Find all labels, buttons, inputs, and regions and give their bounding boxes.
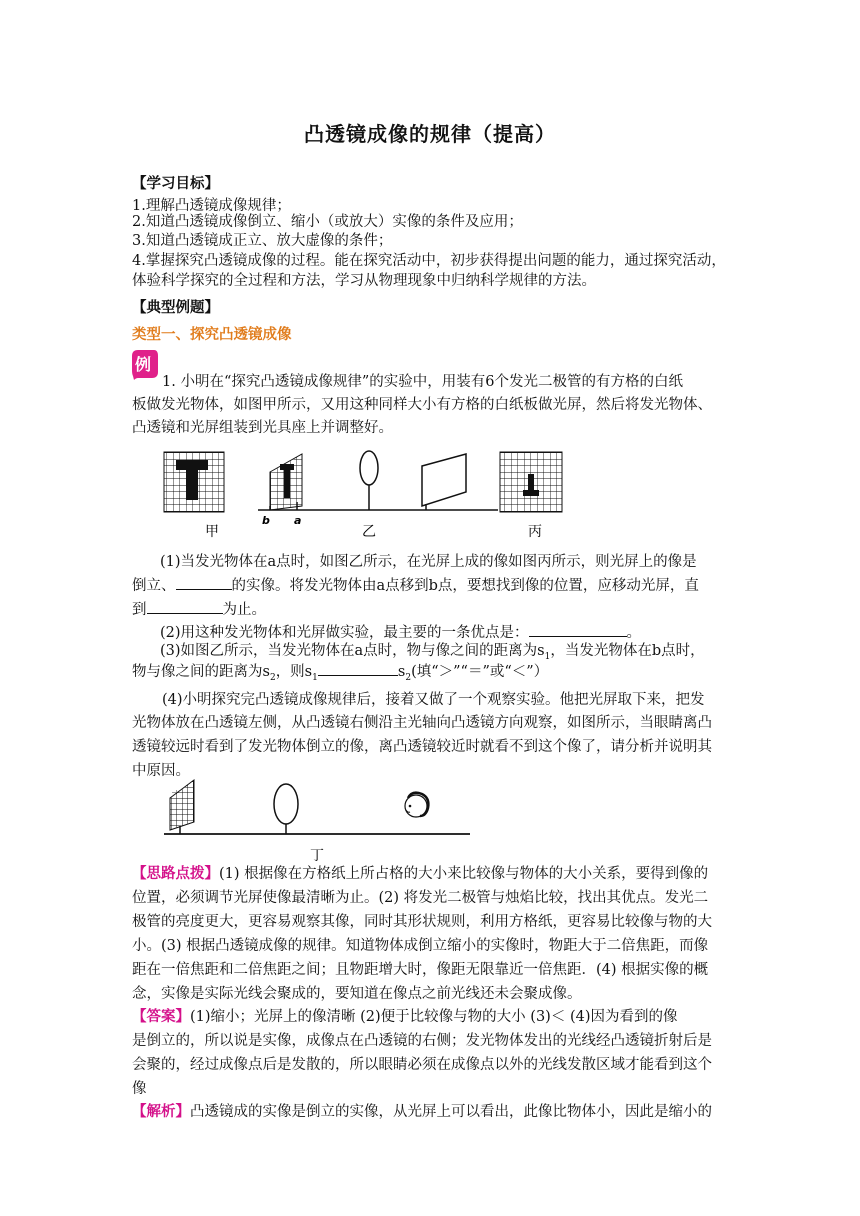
answer-line: 【答案】(1)缩小；光屏上的像清晰 (2)便于比较像与物的大小 (3)＜ (4)因为看到的像 [132, 1008, 678, 1025]
sub-question-1-end: 到 为止。 [132, 598, 266, 622]
answer-tag: 【答案】 [132, 1008, 190, 1025]
question-text: 1. 小明在“探究凸透镜成像规律”的实验中，用装有6个发光二极管的有方格的白纸 [162, 374, 683, 390]
hint-line: 距在一倍焦距和二倍焦距之间；且物距增大时，像距无限靠近一倍焦距．(4) 根据实像的概 [132, 962, 709, 978]
page-title: 凸透镜成像的规律（提高） [304, 122, 556, 146]
example-icon-label: 例 [135, 355, 152, 374]
fig-label-jia: 甲 [205, 524, 219, 540]
sub-question-4-cont: 光物体放在凸透镜左侧，从凸透镜右侧沿主光轴向凸透镜方向观察，如图所示，当眼睛离凸 [132, 715, 712, 731]
answer-blank[interactable] [176, 574, 232, 590]
hint-line: 念，实像是实际光线会聚成的，要知道在像点之前光线还未会聚成像。 [132, 986, 582, 1002]
sub-question-4: (4)小明探究完凸透镜成像规律后，接着又做了一个观察实验。他把光屏取下来，把发 [162, 692, 705, 708]
hint-tag: 【思路点拨】 [132, 865, 219, 882]
point-label-a: a [294, 514, 302, 527]
examples-heading: 【典型例题】 [132, 299, 219, 316]
goal-item: 3.知道凸透镜成正立、放大虚像的条件； [132, 233, 393, 249]
answer-blank[interactable] [147, 598, 223, 614]
sub-question-1-cont: 倒立、 的实像。将发光物体由a点移到b点，要想找到像的位置，应移动光屏，直 [132, 574, 699, 598]
answer-line: 会聚的，经过成像点后是发散的，所以眼睛必须在成像点以外的光线发散区域才能看到这个 [132, 1057, 712, 1073]
goals-heading: 【学习目标】 [132, 175, 219, 192]
sub-question-4-cont: 中原因。 [132, 763, 190, 779]
sub-question-4-cont: 透镜较远时看到了发光物体倒立的像，离凸透镜较近时就看不到这个像了，请分析并说明其 [132, 739, 712, 755]
sub-question-2: (2)用这种发光物体和光屏做实验，最主要的一条优点是： 。 [160, 621, 641, 645]
hint-line: 小。(3) 根据凸透镜成像的规律。知道物体成倒立缩小的实像时，物距大于二倍焦距，而像 [132, 938, 709, 954]
question-text: 板做发光物体，如图甲所示，又用这种同样大小有方格的白纸板做光屏，然后将发光物体、 [132, 397, 712, 413]
point-label-b: b [262, 514, 270, 527]
answer-line: 像 [132, 1081, 147, 1097]
sub-question-1: (1)当发光物体在a点时，如图乙所示，在光屏上成的像如图丙所示，则光屏上的像是 [160, 554, 697, 570]
analysis-line: 【解析】凸透镜成的实像是倒立的实像，从光屏上可以看出，此像比物体小，因此是缩小的 [132, 1103, 712, 1120]
sub-question-3-cont: 物与像之间的距离为$s_2$，则$s_1$ $s_2$(填“＞”“＝”或“＜”） [132, 660, 548, 690]
fig-label-ding: 丁 [310, 848, 324, 864]
goal-item: 1.理解凸透镜成像规律； [132, 198, 291, 214]
question-text: 凸透镜和光屏组装到光具座上并调整好。 [132, 420, 393, 436]
answer-line: 是倒立的，所以说是实像，成像点在凸透镜的右侧；发光物体发出的光线经凸透镜折射后是 [132, 1033, 712, 1049]
convex-lens [274, 784, 298, 834]
analysis-tag: 【解析】 [132, 1103, 190, 1120]
hint-line: 【思路点拨】(1) 根据像在方格纸上所占格的大小来比较像与物体的大小关系，要得到像的 [132, 865, 709, 882]
figure-jia-yi-bing [160, 446, 580, 542]
grid-board-jia [164, 452, 224, 512]
goal-item: 4.掌握探究凸透镜成像的过程。能在探究活动中，初步获得提出问题的能力，通过探究活动， [132, 253, 726, 269]
hint-line: 极管的亮度更大，更容易观察其像，同时其形状规则，利用方格纸，更容易比较像与物的大 [132, 914, 712, 930]
optical-bench-yi [258, 451, 498, 510]
observer-head-icon [405, 793, 428, 817]
light-board [170, 780, 194, 834]
fig-label-yi: 乙 [362, 524, 376, 540]
goal-item: 2.知道凸透镜成像倒立、缩小（或放大）实像的条件及应用； [132, 214, 523, 230]
sub-question-3: (3)如图乙所示，当发光物体在a点时，物与像之间的距离为$s_1$，当发光物体在b点时， [160, 643, 705, 662]
answer-blank[interactable] [529, 621, 627, 637]
figure-ding [160, 776, 480, 866]
hint-line: 位置，必须调节光屏使像最清晰为止。(2) 将发光二极管与烛焰比较，找出其优点。发光二 [132, 890, 709, 906]
type-heading: 类型一、探究凸透镜成像 [132, 326, 292, 343]
answer-blank[interactable] [318, 660, 398, 676]
grid-board-bing [500, 452, 562, 512]
fig-label-bing: 丙 [528, 524, 542, 540]
goal-item: 体验科学探究的全过程和方法，学习从物理现象中归纳科学规律的方法。 [132, 273, 596, 289]
